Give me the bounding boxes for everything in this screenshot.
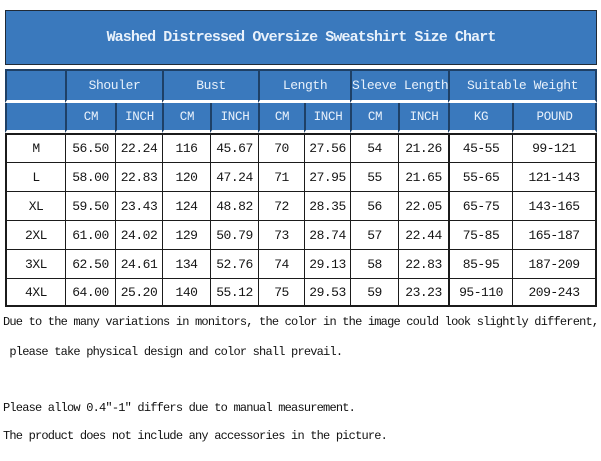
measurement-cell: 57: [350, 220, 398, 249]
group-header-sleeve-length: Sleeve Length: [350, 69, 448, 103]
unit-header-row: [5, 103, 597, 133]
measurement-cell: 70: [258, 133, 304, 162]
measurement-cell: 48.82: [210, 191, 258, 220]
measurement-cell: 165-187: [512, 220, 597, 249]
measurement-cell: 121-143: [512, 162, 597, 191]
measurement-cell: 23.23: [398, 278, 448, 307]
unit-header-pound-10: POUND: [512, 103, 597, 133]
measurement-cell: 187-209: [512, 249, 597, 278]
measurement-cell: 85-95: [448, 249, 512, 278]
measurement-cell: 28.74: [304, 220, 350, 249]
measurement-cell: 65-75: [448, 191, 512, 220]
measurement-cell: 75: [258, 278, 304, 307]
unit-header-inch-2: INCH: [115, 103, 162, 133]
measurement-cell: 25.20: [115, 278, 162, 307]
size-row-3xl: [5, 249, 597, 278]
measurement-cell: 116: [162, 133, 210, 162]
unit-header-cm-7: CM: [350, 103, 398, 133]
size-row-2xl: [5, 220, 597, 249]
measurement-cell: 45-55: [448, 133, 512, 162]
title-band: [5, 10, 597, 65]
chart-title: Washed Distressed Oversize Sweatshirt Size Chart: [106, 29, 496, 46]
unit-header-cm-3: CM: [162, 103, 210, 133]
note-monitor-color-line1: Due to the many variations in monitors, the color in the image could look slightly different,: [3, 315, 599, 329]
measurement-cell: 29.53: [304, 278, 350, 307]
group-header-bust: Bust: [162, 69, 258, 103]
measurement-cell: 45.67: [210, 133, 258, 162]
notes-section: [3, 314, 597, 445]
measurement-cell: 50.79: [210, 220, 258, 249]
size-row-xl: [5, 191, 597, 220]
size-label-xl: XL: [5, 191, 65, 220]
unit-header-inch-4: INCH: [210, 103, 258, 133]
measurement-cell: 56.50: [65, 133, 115, 162]
measurement-cell: 56: [350, 191, 398, 220]
measurement-cell: 71: [258, 162, 304, 191]
measurement-cell: 22.83: [398, 249, 448, 278]
measurement-cell: 129: [162, 220, 210, 249]
measurement-cell: 55-65: [448, 162, 512, 191]
unit-header-inch-8: INCH: [398, 103, 448, 133]
measurement-cell: 59.50: [65, 191, 115, 220]
note-monitor-color-line2: please take physical design and color shall prevail.: [3, 345, 343, 359]
size-chart-table: [5, 69, 597, 307]
measurement-cell: 143-165: [512, 191, 597, 220]
size-chart-sheet: [5, 10, 597, 445]
measurement-cell: 134: [162, 249, 210, 278]
measurement-cell: 27.95: [304, 162, 350, 191]
measurement-cell: 21.26: [398, 133, 448, 162]
measurement-cell: 47.24: [210, 162, 258, 191]
group-header-row: [5, 69, 597, 103]
measurement-cell: 124: [162, 191, 210, 220]
measurement-cell: 99-121: [512, 133, 597, 162]
measurement-cell: 64.00: [65, 278, 115, 307]
measurement-cell: 95-110: [448, 278, 512, 307]
size-label-3xl: 3XL: [5, 249, 65, 278]
group-header-shouler: Shouler: [65, 69, 162, 103]
measurement-cell: 22.24: [115, 133, 162, 162]
table-header: [5, 69, 597, 133]
measurement-cell: 140: [162, 278, 210, 307]
size-label-l: L: [5, 162, 65, 191]
measurement-cell: 72: [258, 191, 304, 220]
measurement-cell: 27.56: [304, 133, 350, 162]
unit-header-inch-6: INCH: [304, 103, 350, 133]
size-row-l: [5, 162, 597, 191]
table-body: [5, 133, 597, 307]
measurement-cell: 62.50: [65, 249, 115, 278]
size-label-m: M: [5, 133, 65, 162]
measurement-cell: 24.02: [115, 220, 162, 249]
note-manual-measurement: Please allow 0.4"-1" differs due to manual measurement.: [3, 401, 356, 415]
measurement-cell: 120: [162, 162, 210, 191]
measurement-cell: 55: [350, 162, 398, 191]
unit-header-cm-1: CM: [65, 103, 115, 133]
size-label-4xl: 4XL: [5, 278, 65, 307]
measurement-cell: 23.43: [115, 191, 162, 220]
size-row-m: [5, 133, 597, 162]
size-label-2xl: 2XL: [5, 220, 65, 249]
measurement-cell: 58: [350, 249, 398, 278]
measurement-cell: 22.83: [115, 162, 162, 191]
note-no-accessories: The product does not include any accessories in the picture.: [3, 429, 388, 443]
measurement-cell: 21.65: [398, 162, 448, 191]
measurement-cell: 28.35: [304, 191, 350, 220]
corner-cell-top: [5, 69, 65, 103]
measurement-cell: 73: [258, 220, 304, 249]
measurement-cell: 29.13: [304, 249, 350, 278]
measurement-cell: 22.44: [398, 220, 448, 249]
unit-header-cm-5: CM: [258, 103, 304, 133]
measurement-cell: 75-85: [448, 220, 512, 249]
unit-header-kg-9: KG: [448, 103, 512, 133]
measurement-cell: 55.12: [210, 278, 258, 307]
measurement-cell: 22.05: [398, 191, 448, 220]
measurement-cell: 54: [350, 133, 398, 162]
measurement-cell: 52.76: [210, 249, 258, 278]
measurement-cell: 59: [350, 278, 398, 307]
measurement-cell: 209-243: [512, 278, 597, 307]
measurement-cell: 24.61: [115, 249, 162, 278]
measurement-cell: 58.00: [65, 162, 115, 191]
group-header-suitable-weight: Suitable Weight: [448, 69, 597, 103]
group-header-length: Length: [258, 69, 350, 103]
corner-cell-bottom: [5, 103, 65, 133]
size-row-4xl: [5, 278, 597, 307]
measurement-cell: 74: [258, 249, 304, 278]
measurement-cell: 61.00: [65, 220, 115, 249]
